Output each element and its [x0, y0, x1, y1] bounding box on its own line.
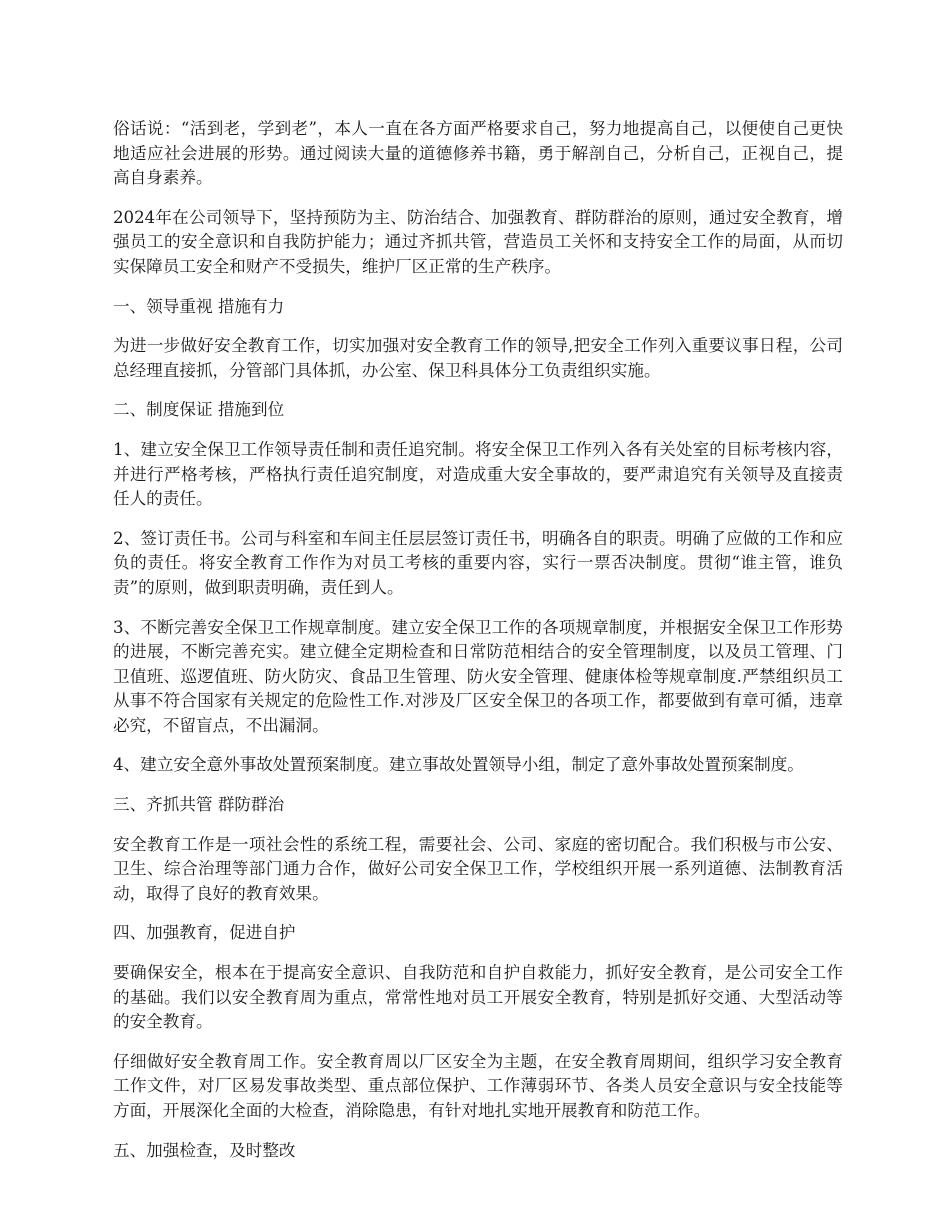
- paragraph-item-4: 4、建立安全意外事故处置预案制度。建立事故处置领导小组，制定了意外事故处置预案制度。: [113, 755, 804, 775]
- section-heading-2: 二、制度保证 措施到位: [113, 400, 285, 420]
- paragraph-leadership: 为进一步做好安全教育工作，切实加强对安全教育工作的领导,把安全工作列入重要议事日程，公司总经理直接抓，分管部门具体抓，办公室、保卫科具体分工负责组织实施。: [113, 336, 843, 380]
- section-heading-5: 五、加强检查，及时整改: [113, 1140, 296, 1160]
- paragraph-intro: 俗话说：“活到老，学到老”，本人一直在各方面严格要求自己，努力地提高自己，以便使自己更快地适应社会进展的形势。通过阅读大量的道德修养书籍，勇于解剖自己，分析自己，正视自己，提高自身素养。: [113, 119, 843, 188]
- paragraph-cooperation: 安全教育工作是一项社会性的系统工程，需要社会、公司、家庭的密切配合。我们积极与市公安、卫生、综合治理等部门通力合作，做好公司安全保卫工作，学校组织开展一系列道德、法制教育活动，取得了良好的教育效果。: [113, 834, 843, 903]
- section-heading-3: 三、齐抓共管 群防群治: [113, 795, 285, 815]
- paragraph-item-3: 3、不断完善安全保卫工作规章制度。建立安全保卫工作的各项规章制度，并根据安全保卫工作形势的进展，不断完善充实。建立健全定期检查和日常防范相结合的安全管理制度，以及员工管理、门卫值班、巡逻值班、防火防灾、食品卫生管理、防火安全管理、健康体检等规章制度.严禁组织员工从事不符合国家有关规定的危险性工作.对涉及厂区安全保卫的各项工作，都要做到有章可循，违章必究，不留盲点，不出漏洞。: [113, 617, 843, 735]
- paragraph-education: 要确保安全，根本在于提高安全意识、自我防范和自护自救能力，抓好安全教育，是公司安全工作的基础。我们以安全教育周为重点，常常性地对员工开展安全教育，特别是抓好交通、大型活动等的安全教育。: [113, 963, 843, 1032]
- paragraph-item-2: 2、签订责任书。公司与科室和车间主任层层签订责任书，明确各自的职责。明确了应做的工作和应负的责任。将安全教育工作作为对员工考核的重要内容，实行一票否决制度。贯彻“谁主管，谁负责”的原则，做到职责明确，责任到人。: [113, 528, 843, 597]
- document-body: [113, 117, 843, 1178]
- section-heading-4: 四、加强教育，促进自护: [113, 923, 296, 943]
- section-heading-1: 一、领导重视 措施有力: [113, 296, 285, 316]
- paragraph-education-week: 仔细做好安全教育周工作。安全教育周以厂区安全为主题，在安全教育周期间，组织学习安全教育工作文件，对厂区易发事故类型、重点部位保护、工作薄弱环节、各类人员安全意识与安全技能等方面，开展深化全面的大检查，消除隐患，有针对地扎实地开展教育和防范工作。: [113, 1051, 843, 1120]
- paragraph-overview: 2024年在公司领导下，坚持预防为主、防治结合、加强教育、群防群治的原则，通过安全教育，增强员工的安全意识和自我防护能力；通过齐抓共管，营造员工关怀和支持安全工作的局面，从而切实保障员工安全和财产不受损失，维护厂区正常的生产秩序。: [113, 207, 843, 276]
- paragraph-item-1: 1、建立安全保卫工作领导责任制和责任追究制。将安全保卫工作列入各有关处室的目标考核内容，并进行严格考核，严格执行责任追究制度，对造成重大安全事故的，要严肃追究有关领导及直接责任人的责任。: [113, 439, 843, 509]
